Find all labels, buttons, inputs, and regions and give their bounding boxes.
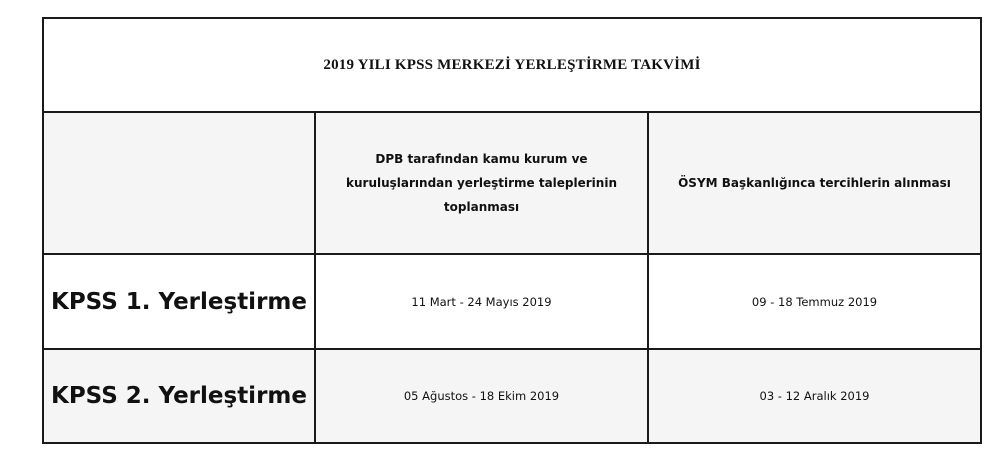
dpb-date-range: 11 Mart - 24 Mayıs 2019 (315, 254, 648, 349)
dpb-date-range: 05 Ağustos - 18 Ekim 2019 (315, 349, 648, 443)
row-label: KPSS 1. Yerleştirme (43, 254, 315, 349)
header-empty-cell (43, 112, 315, 254)
row-label: KPSS 2. Yerleştirme (43, 349, 315, 443)
header-osym-text: ÖSYM Başkanlığınca tercihlerin alınması (678, 176, 951, 190)
table-title: 2019 YILI KPSS MERKEZİ YERLEŞTİRME TAKVİMİ (43, 18, 981, 112)
calendar-table-wrapper (42, 17, 980, 444)
table-row (43, 349, 981, 443)
header-osym-cell (648, 112, 981, 254)
osym-date-range: 03 - 12 Aralık 2019 (648, 349, 981, 443)
osym-date-range: 09 - 18 Temmuz 2019 (648, 254, 981, 349)
header-dpb-text: DPB tarafından kamu kurum ve kuruluşlarından yerleştirme taleplerinin toplanması (346, 152, 617, 214)
placement-calendar-table (42, 17, 982, 444)
table-row (43, 254, 981, 349)
header-row (43, 112, 981, 254)
title-row (43, 18, 981, 112)
header-dpb-cell (315, 112, 648, 254)
